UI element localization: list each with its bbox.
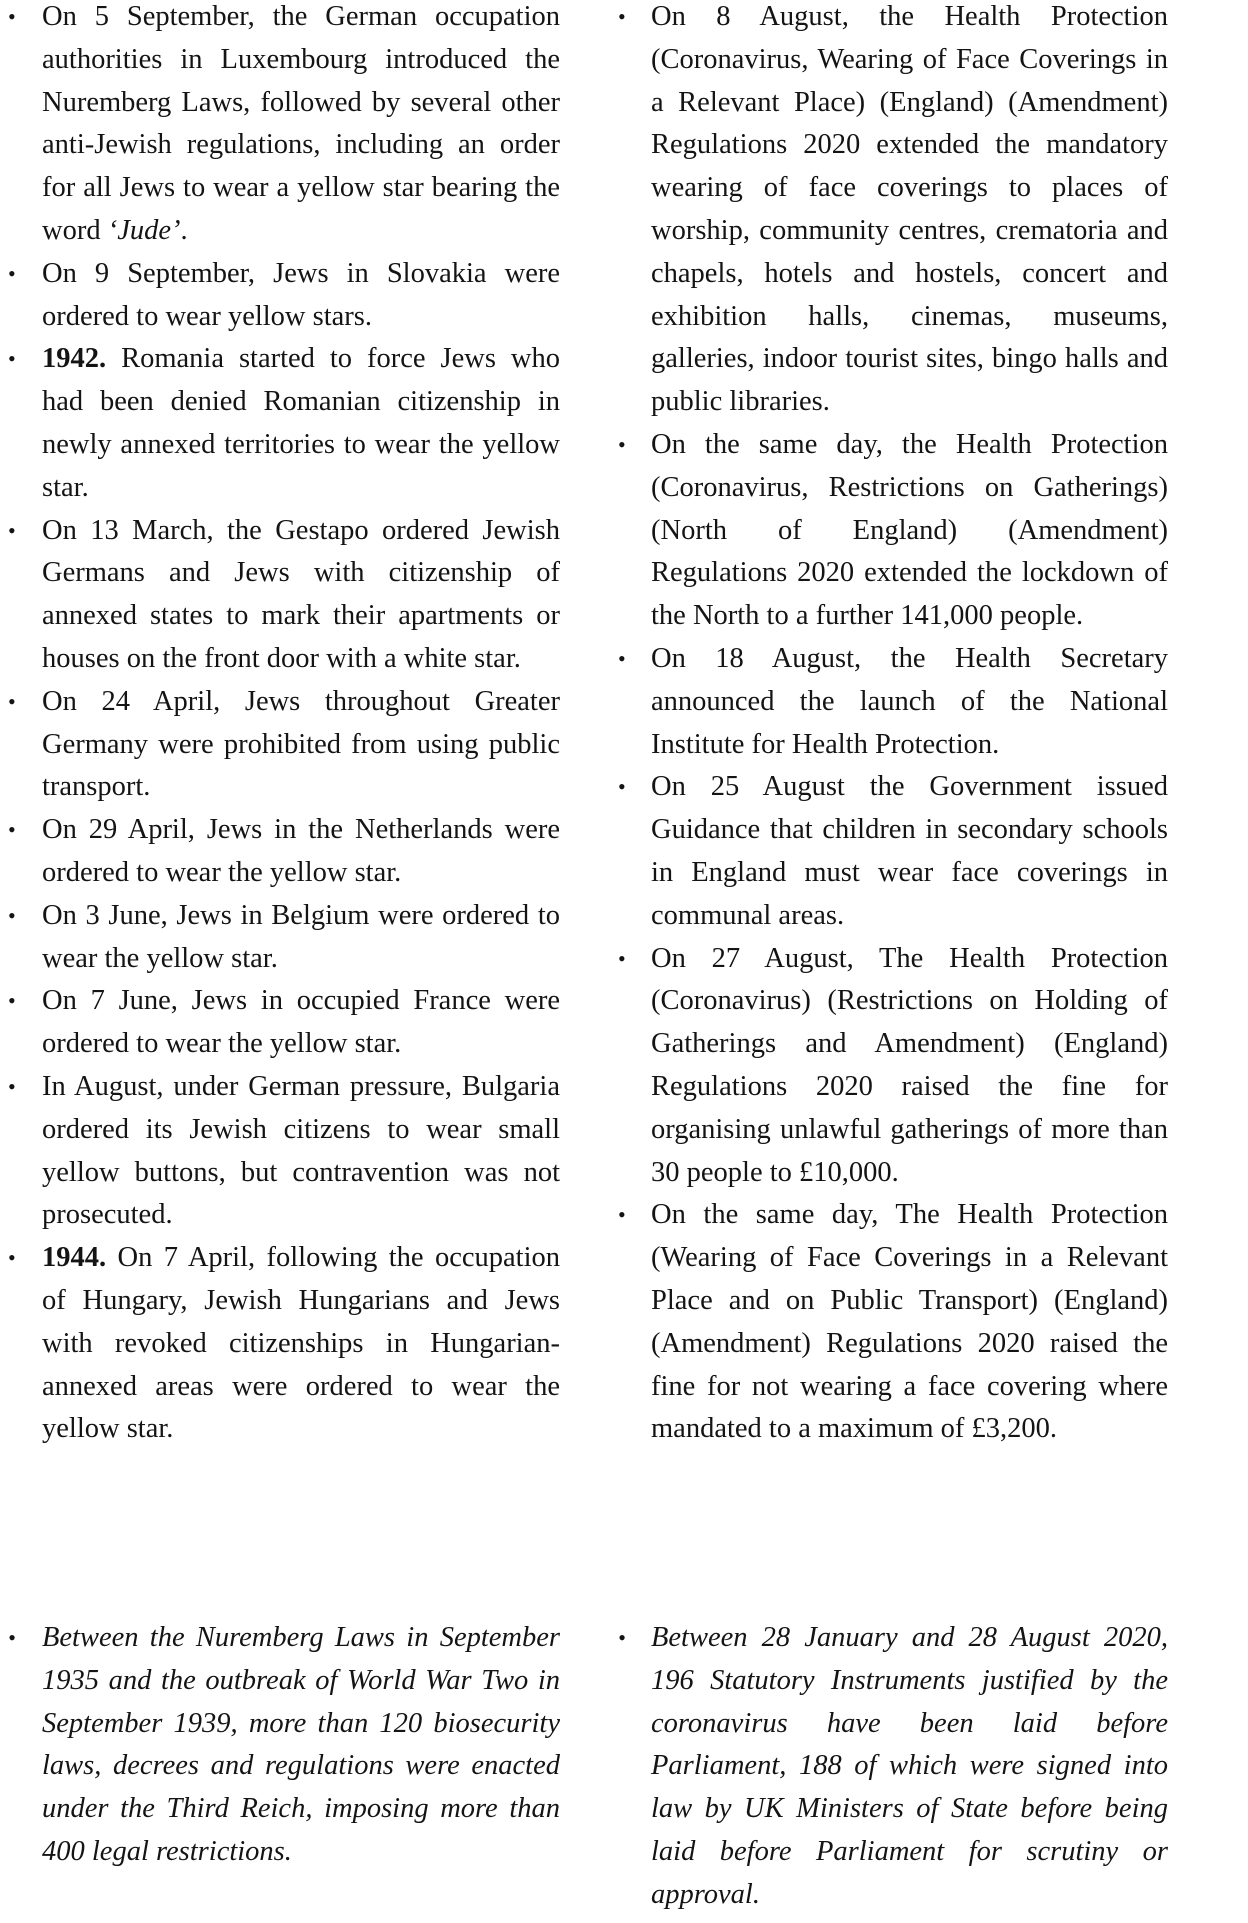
list-item: • On 3 June, Jews in Belgium were ordered to wear the yellow star.	[0, 895, 560, 981]
year-label: 1942.	[42, 343, 107, 375]
bullet-icon: •	[8, 988, 16, 1014]
list-item: • In August, under German pressure, Bulgaria ordered its Jewish citizens to wear small yellow buttons, but contravention was not prosecuted.	[0, 1066, 560, 1237]
list-item: • On 9 September, Jews in Slovakia were ordered to wear yellow stars.	[0, 253, 560, 339]
list-item: • On 8 August, the Health Protection (Coronavirus, Wearing of Face Coverings in a Relevant Place) (England) (Amendment) Regulations 2020 extended the mandatory wearing of face coverings to places of worship, community centres, crematoria and chapels, hotels and hostels, concert and exhibition halls, cinemas, museums, galleries, indoor tourist sites, bingo halls and public libraries.	[612, 0, 1168, 424]
left-bullet-list	[0, 0, 560, 1451]
bullet-icon: •	[618, 4, 626, 29]
bullet-icon: •	[8, 1625, 16, 1650]
list-item: • On 13 March, the Gestapo ordered Jewish Germans and Jews with citizenship of annexed states to mark their apartments or houses on the front door with a white star.	[0, 510, 560, 681]
list-item: • On 25 August the Government issued Guidance that children in secondary schools in England must wear face coverings in communal areas.	[612, 766, 1168, 937]
bullet-icon: •	[8, 1073, 16, 1099]
list-item: • On 7 June, Jews in occupied France were ordered to wear the yellow star.	[0, 980, 560, 1066]
bullet-icon: •	[618, 431, 626, 457]
list-item: • On 18 August, the Health Secretary announced the launch of the National Institute for Health Protection.	[612, 638, 1168, 766]
list-item: • 1944. On 7 April, following the occupation of Hungary, Jewish Hungarians and Jews with revoked citizenships in Hungarian-annexed areas were ordered to wear the yellow star.	[0, 1237, 560, 1451]
right-column	[612, 0, 1168, 1910]
year-label: 1944.	[42, 1242, 107, 1274]
bullet-icon: •	[618, 945, 626, 971]
bullet-icon: •	[8, 260, 16, 286]
list-item: • On 29 April, Jews in the Netherlands were ordered to wear the yellow star.	[0, 809, 560, 895]
list-item: • 1942. Romania started to force Jews who had been denied Romanian citizenship in newly annexed territories to wear the yellow star.	[0, 338, 560, 509]
summary-item: • Between 28 January and 28 August 2020, 196 Statutory Instruments justified by the coronavirus have been laid before Parliament, 188 of which were signed into law by UK Ministers of State before being laid before Parliament for scrutiny or approval.	[612, 1617, 1168, 1917]
bullet-icon: •	[8, 817, 16, 843]
bullet-icon: •	[8, 688, 16, 714]
bullet-icon: •	[618, 1625, 626, 1650]
right-bullet-list	[612, 0, 1168, 1451]
summary-item: • Between the Nuremberg Laws in September 1935 and the outbreak of World War Two in September 1939, more than 120 biosecurity laws, decrees and regulations were enacted under the Third Reich, imposing more than 400 legal restrictions.	[0, 1617, 560, 1874]
list-item: • On 24 April, Jews throughout Greater Germany were prohibited from using public transport.	[0, 681, 560, 809]
left-column	[0, 0, 560, 1867]
bullet-icon: •	[618, 1202, 626, 1228]
left-summary	[0, 1617, 560, 1874]
list-item: • On the same day, The Health Protection (Wearing of Face Coverings in a Relevant Place and on Public Transport) (England) (Amendment) Regulations 2020 raised the fine for not wearing a face covering where mandated to a maximum of £3,200.	[612, 1194, 1168, 1451]
list-item: • On 27 August, The Health Protection (Coronavirus) (Restrictions on Holding of Gatherings and Amendment) (England) Regulations 2020 raised the fine for organising unlawful gatherings of more than 30 people to £10,000.	[612, 938, 1168, 1195]
right-summary	[612, 1617, 1168, 1917]
bullet-icon: •	[8, 4, 16, 29]
bullet-icon: •	[8, 517, 16, 543]
bullet-icon: •	[618, 774, 626, 800]
bullet-icon: •	[618, 645, 626, 671]
bullet-icon: •	[8, 902, 16, 928]
list-item: • On the same day, the Health Protection (Coronavirus, Restrictions on Gatherings) (North of England) (Amendment) Regulations 2020 extended the lockdown of the North to a further 141,000 people.	[612, 424, 1168, 638]
bullet-icon: •	[8, 346, 16, 372]
bullet-icon: •	[8, 1245, 16, 1271]
list-item: • On 5 September, the German occupation authorities in Luxembourg introduced the Nuremberg Laws, followed by several other anti-Jewish regulations, including an order for all Jews to wear a yellow star bearing the word ‘Jude’.	[0, 0, 560, 253]
